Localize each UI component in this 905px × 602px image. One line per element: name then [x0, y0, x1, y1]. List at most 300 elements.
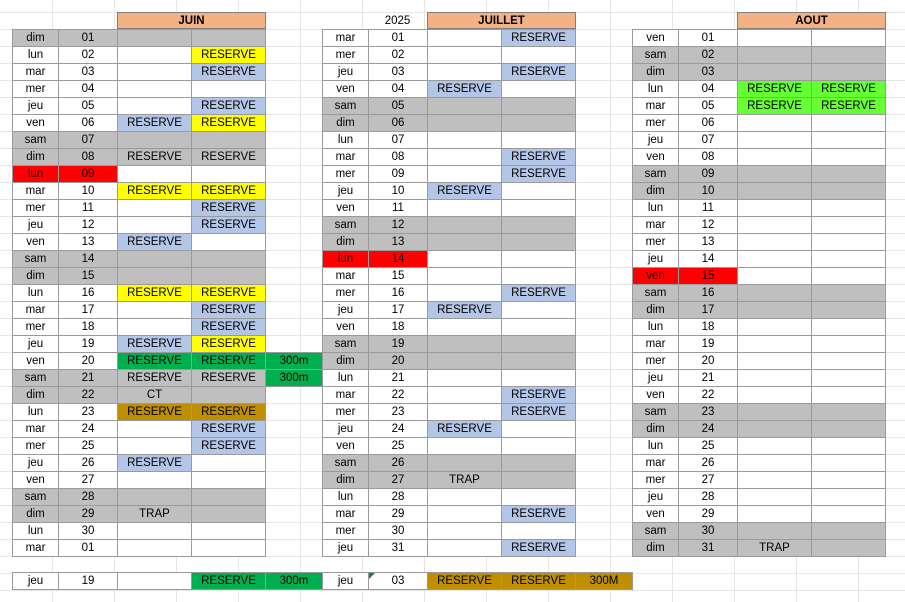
- booking-cell[interactable]: [501, 250, 576, 268]
- day-name-cell[interactable]: sam: [12, 488, 59, 506]
- booking-cell[interactable]: [191, 522, 266, 540]
- day-name-cell[interactable]: dim: [322, 471, 369, 489]
- day-name-cell[interactable]: mar: [322, 505, 369, 523]
- date-cell[interactable]: 03: [678, 63, 738, 81]
- date-cell[interactable]: 24: [368, 420, 428, 438]
- day-name-cell[interactable]: dim: [632, 420, 679, 438]
- day-name-cell[interactable]: ven: [632, 505, 679, 523]
- booking-cell[interactable]: [811, 182, 886, 200]
- day-name-cell[interactable]: mer: [12, 437, 59, 455]
- booking-cell[interactable]: [427, 386, 502, 404]
- date-cell[interactable]: 16: [368, 284, 428, 302]
- date-cell[interactable]: 04: [368, 80, 428, 98]
- booking-cell[interactable]: [501, 437, 576, 455]
- booking-cell[interactable]: [427, 29, 502, 47]
- booking-cell[interactable]: [117, 539, 192, 557]
- day-name-cell[interactable]: mer: [322, 284, 369, 302]
- day-name-cell[interactable]: ven: [12, 233, 59, 251]
- day-name-cell[interactable]: mer: [12, 80, 59, 98]
- date-cell[interactable]: 29: [368, 505, 428, 523]
- booking-cell[interactable]: [811, 403, 886, 421]
- month-header[interactable]: JUILLET: [427, 12, 576, 29]
- booking-cell[interactable]: [811, 29, 886, 47]
- date-cell[interactable]: 18: [678, 318, 738, 336]
- day-name-cell[interactable]: lun: [12, 284, 59, 302]
- booking-cell[interactable]: [737, 386, 812, 404]
- booking-cell[interactable]: [501, 352, 576, 370]
- booking-cell[interactable]: RESERVE: [811, 97, 886, 115]
- summary-day-cell[interactable]: jeu: [12, 572, 59, 590]
- date-cell[interactable]: 30: [58, 522, 118, 540]
- day-name-cell[interactable]: dim: [12, 505, 59, 523]
- booking-cell[interactable]: [737, 29, 812, 47]
- booking-cell[interactable]: [811, 148, 886, 166]
- day-name-cell[interactable]: dim: [322, 114, 369, 132]
- date-cell[interactable]: 05: [368, 97, 428, 115]
- date-cell[interactable]: 26: [678, 454, 738, 472]
- booking-cell[interactable]: RESERVE: [191, 97, 266, 115]
- booking-cell[interactable]: [737, 301, 812, 319]
- date-cell[interactable]: 07: [678, 131, 738, 149]
- booking-cell[interactable]: [501, 267, 576, 285]
- booking-cell[interactable]: [117, 63, 192, 81]
- booking-cell[interactable]: [501, 454, 576, 472]
- booking-cell[interactable]: [811, 437, 886, 455]
- booking-cell[interactable]: [427, 352, 502, 370]
- day-name-cell[interactable]: ven: [322, 437, 369, 455]
- booking-cell[interactable]: [501, 233, 576, 251]
- booking-cell[interactable]: [501, 318, 576, 336]
- date-cell[interactable]: 25: [368, 437, 428, 455]
- booking-cell[interactable]: [427, 522, 502, 540]
- day-name-cell[interactable]: lun: [12, 46, 59, 64]
- booking-cell[interactable]: [117, 97, 192, 115]
- date-cell[interactable]: 08: [368, 148, 428, 166]
- day-name-cell[interactable]: jeu: [12, 454, 59, 472]
- booking-cell[interactable]: [427, 488, 502, 506]
- booking-cell[interactable]: [427, 369, 502, 387]
- booking-cell[interactable]: RESERVE: [501, 63, 576, 81]
- booking-cell[interactable]: CT: [117, 386, 192, 404]
- date-cell[interactable]: 02: [58, 46, 118, 64]
- day-name-cell[interactable]: dim: [322, 233, 369, 251]
- day-name-cell[interactable]: sam: [12, 369, 59, 387]
- date-cell[interactable]: 31: [678, 539, 738, 557]
- date-cell[interactable]: 19: [678, 335, 738, 353]
- booking-cell[interactable]: [117, 131, 192, 149]
- booking-cell[interactable]: [737, 471, 812, 489]
- date-cell[interactable]: 01: [678, 29, 738, 47]
- day-name-cell[interactable]: ven: [632, 267, 679, 285]
- booking-cell[interactable]: [427, 250, 502, 268]
- booking-cell[interactable]: [811, 250, 886, 268]
- date-cell[interactable]: 10: [368, 182, 428, 200]
- day-name-cell[interactable]: mar: [322, 386, 369, 404]
- day-name-cell[interactable]: jeu: [322, 182, 369, 200]
- day-name-cell[interactable]: lun: [12, 165, 59, 183]
- date-cell[interactable]: 26: [58, 454, 118, 472]
- booking-cell[interactable]: RESERVE: [191, 318, 266, 336]
- day-name-cell[interactable]: mer: [632, 471, 679, 489]
- summary-booking-cell[interactable]: RESERVE: [501, 572, 576, 590]
- booking-cell[interactable]: RESERVE: [501, 403, 576, 421]
- booking-cell[interactable]: [191, 539, 266, 557]
- day-name-cell[interactable]: ven: [12, 352, 59, 370]
- date-cell[interactable]: 21: [58, 369, 118, 387]
- booking-cell[interactable]: RESERVE: [191, 148, 266, 166]
- booking-cell[interactable]: [811, 165, 886, 183]
- booking-cell[interactable]: [191, 131, 266, 149]
- booking-cell[interactable]: RESERVE: [501, 386, 576, 404]
- booking-cell[interactable]: RESERVE: [501, 539, 576, 557]
- day-name-cell[interactable]: jeu: [632, 250, 679, 268]
- day-name-cell[interactable]: lun: [632, 318, 679, 336]
- booking-cell[interactable]: [501, 114, 576, 132]
- day-name-cell[interactable]: dim: [12, 148, 59, 166]
- date-cell[interactable]: 22: [368, 386, 428, 404]
- booking-cell[interactable]: [737, 148, 812, 166]
- booking-cell[interactable]: RESERVE: [427, 301, 502, 319]
- booking-cell[interactable]: [737, 216, 812, 234]
- booking-cell[interactable]: [191, 250, 266, 268]
- date-cell[interactable]: 28: [678, 488, 738, 506]
- booking-cell[interactable]: [117, 318, 192, 336]
- booking-cell[interactable]: [811, 488, 886, 506]
- booking-cell[interactable]: [427, 216, 502, 234]
- date-cell[interactable]: 04: [678, 80, 738, 98]
- date-cell[interactable]: 01: [58, 539, 118, 557]
- booking-cell[interactable]: [737, 318, 812, 336]
- day-name-cell[interactable]: jeu: [12, 216, 59, 234]
- booking-cell[interactable]: [501, 522, 576, 540]
- booking-cell[interactable]: RESERVE: [117, 335, 192, 353]
- date-cell[interactable]: 20: [678, 352, 738, 370]
- date-cell[interactable]: 24: [58, 420, 118, 438]
- month-header[interactable]: JUIN: [117, 12, 266, 29]
- day-name-cell[interactable]: ven: [322, 80, 369, 98]
- booking-cell[interactable]: RESERVE: [191, 182, 266, 200]
- booking-cell[interactable]: [811, 505, 886, 523]
- day-name-cell[interactable]: mar: [322, 29, 369, 47]
- day-name-cell[interactable]: sam: [632, 46, 679, 64]
- booking-cell[interactable]: [191, 471, 266, 489]
- date-cell[interactable]: 28: [58, 488, 118, 506]
- booking-cell[interactable]: RESERVE: [501, 505, 576, 523]
- summary-note-cell[interactable]: 300m: [265, 572, 323, 590]
- booking-cell[interactable]: TRAP: [427, 471, 502, 489]
- booking-cell[interactable]: RESERVE: [117, 233, 192, 251]
- day-name-cell[interactable]: dim: [632, 539, 679, 557]
- booking-cell[interactable]: RESERVE: [117, 352, 192, 370]
- booking-cell[interactable]: RESERVE: [737, 80, 812, 98]
- booking-cell[interactable]: [117, 488, 192, 506]
- booking-cell[interactable]: [811, 216, 886, 234]
- booking-cell[interactable]: [501, 488, 576, 506]
- booking-cell[interactable]: RESERVE: [117, 114, 192, 132]
- summary-booking-cell[interactable]: RESERVE: [427, 572, 502, 590]
- note-cell[interactable]: 300m: [265, 352, 323, 370]
- date-cell[interactable]: 30: [368, 522, 428, 540]
- day-name-cell[interactable]: lun: [322, 488, 369, 506]
- day-name-cell[interactable]: sam: [12, 250, 59, 268]
- day-name-cell[interactable]: sam: [322, 97, 369, 115]
- day-name-cell[interactable]: lun: [632, 437, 679, 455]
- booking-cell[interactable]: [427, 437, 502, 455]
- booking-cell[interactable]: [737, 437, 812, 455]
- day-name-cell[interactable]: ven: [322, 199, 369, 217]
- date-cell[interactable]: 12: [368, 216, 428, 234]
- booking-cell[interactable]: [191, 454, 266, 472]
- day-name-cell[interactable]: sam: [632, 165, 679, 183]
- day-name-cell[interactable]: ven: [632, 148, 679, 166]
- date-cell[interactable]: 29: [678, 505, 738, 523]
- date-cell[interactable]: 13: [678, 233, 738, 251]
- day-name-cell[interactable]: jeu: [632, 369, 679, 387]
- booking-cell[interactable]: RESERVE: [191, 420, 266, 438]
- date-cell[interactable]: 29: [58, 505, 118, 523]
- booking-cell[interactable]: RESERVE: [117, 284, 192, 302]
- date-cell[interactable]: 14: [58, 250, 118, 268]
- booking-cell[interactable]: RESERVE: [191, 216, 266, 234]
- date-cell[interactable]: 11: [368, 199, 428, 217]
- booking-cell[interactable]: [117, 80, 192, 98]
- booking-cell[interactable]: [427, 165, 502, 183]
- booking-cell[interactable]: [811, 233, 886, 251]
- booking-cell[interactable]: [501, 80, 576, 98]
- booking-cell[interactable]: [737, 250, 812, 268]
- day-name-cell[interactable]: sam: [322, 335, 369, 353]
- booking-cell[interactable]: [501, 369, 576, 387]
- day-name-cell[interactable]: mar: [632, 216, 679, 234]
- booking-cell[interactable]: [117, 250, 192, 268]
- date-cell[interactable]: 09: [58, 165, 118, 183]
- booking-cell[interactable]: [117, 46, 192, 64]
- booking-cell[interactable]: [117, 29, 192, 47]
- booking-cell[interactable]: [737, 284, 812, 302]
- day-name-cell[interactable]: dim: [322, 352, 369, 370]
- date-cell[interactable]: 25: [678, 437, 738, 455]
- booking-cell[interactable]: [117, 199, 192, 217]
- date-cell[interactable]: 11: [58, 199, 118, 217]
- date-cell[interactable]: 27: [58, 471, 118, 489]
- day-name-cell[interactable]: mar: [12, 539, 59, 557]
- date-cell[interactable]: 15: [58, 267, 118, 285]
- date-cell[interactable]: 05: [678, 97, 738, 115]
- booking-cell[interactable]: [811, 454, 886, 472]
- booking-cell[interactable]: [427, 539, 502, 557]
- booking-cell[interactable]: [191, 233, 266, 251]
- day-name-cell[interactable]: ven: [322, 318, 369, 336]
- date-cell[interactable]: 11: [678, 199, 738, 217]
- day-name-cell[interactable]: mer: [322, 403, 369, 421]
- day-name-cell[interactable]: lun: [322, 131, 369, 149]
- booking-cell[interactable]: [501, 46, 576, 64]
- date-cell[interactable]: 06: [368, 114, 428, 132]
- day-name-cell[interactable]: sam: [632, 284, 679, 302]
- booking-cell[interactable]: RESERVE: [501, 284, 576, 302]
- day-name-cell[interactable]: mar: [12, 63, 59, 81]
- booking-cell[interactable]: [737, 522, 812, 540]
- date-cell[interactable]: 23: [368, 403, 428, 421]
- date-cell[interactable]: 21: [678, 369, 738, 387]
- booking-cell[interactable]: [811, 301, 886, 319]
- date-cell[interactable]: 18: [368, 318, 428, 336]
- date-cell[interactable]: 21: [368, 369, 428, 387]
- day-name-cell[interactable]: dim: [12, 267, 59, 285]
- date-cell[interactable]: 23: [678, 403, 738, 421]
- booking-cell[interactable]: RESERVE: [191, 403, 266, 421]
- date-cell[interactable]: 08: [58, 148, 118, 166]
- date-cell[interactable]: 31: [368, 539, 428, 557]
- booking-cell[interactable]: RESERVE: [191, 284, 266, 302]
- day-name-cell[interactable]: lun: [322, 250, 369, 268]
- booking-cell[interactable]: RESERVE: [427, 420, 502, 438]
- date-cell[interactable]: 07: [368, 131, 428, 149]
- date-cell[interactable]: 19: [368, 335, 428, 353]
- booking-cell[interactable]: TRAP: [117, 505, 192, 523]
- booking-cell[interactable]: RESERVE: [191, 114, 266, 132]
- booking-cell[interactable]: RESERVE: [117, 148, 192, 166]
- day-name-cell[interactable]: sam: [12, 131, 59, 149]
- date-cell[interactable]: 26: [368, 454, 428, 472]
- date-cell[interactable]: 12: [58, 216, 118, 234]
- booking-cell[interactable]: [737, 505, 812, 523]
- booking-cell[interactable]: [427, 97, 502, 115]
- booking-cell[interactable]: [811, 386, 886, 404]
- date-cell[interactable]: 15: [678, 267, 738, 285]
- booking-cell[interactable]: RESERVE: [811, 80, 886, 98]
- date-cell[interactable]: 19: [58, 335, 118, 353]
- booking-cell[interactable]: [427, 454, 502, 472]
- day-name-cell[interactable]: lun: [632, 80, 679, 98]
- booking-cell[interactable]: [191, 386, 266, 404]
- booking-cell[interactable]: RESERVE: [427, 80, 502, 98]
- booking-cell[interactable]: [737, 335, 812, 353]
- date-cell[interactable]: 27: [368, 471, 428, 489]
- date-cell[interactable]: 15: [368, 267, 428, 285]
- booking-cell[interactable]: [501, 131, 576, 149]
- booking-cell[interactable]: [737, 420, 812, 438]
- booking-cell[interactable]: [427, 403, 502, 421]
- booking-cell[interactable]: [737, 165, 812, 183]
- day-name-cell[interactable]: mar: [322, 148, 369, 166]
- day-name-cell[interactable]: lun: [12, 403, 59, 421]
- day-name-cell[interactable]: jeu: [632, 131, 679, 149]
- date-cell[interactable]: 22: [678, 386, 738, 404]
- booking-cell[interactable]: [811, 335, 886, 353]
- booking-cell[interactable]: [811, 199, 886, 217]
- day-name-cell[interactable]: jeu: [12, 335, 59, 353]
- day-name-cell[interactable]: mar: [632, 97, 679, 115]
- booking-cell[interactable]: [427, 46, 502, 64]
- booking-cell[interactable]: RESERVE: [191, 369, 266, 387]
- booking-cell[interactable]: RESERVE: [191, 46, 266, 64]
- day-name-cell[interactable]: jeu: [322, 539, 369, 557]
- booking-cell[interactable]: RESERVE: [427, 182, 502, 200]
- date-cell[interactable]: 09: [678, 165, 738, 183]
- summary-day-cell[interactable]: jeu: [322, 572, 369, 590]
- day-name-cell[interactable]: ven: [12, 471, 59, 489]
- booking-cell[interactable]: RESERVE: [191, 63, 266, 81]
- booking-cell[interactable]: [811, 420, 886, 438]
- booking-cell[interactable]: RESERVE: [191, 352, 266, 370]
- date-cell[interactable]: 10: [678, 182, 738, 200]
- day-name-cell[interactable]: mar: [632, 335, 679, 353]
- date-cell[interactable]: 03: [368, 63, 428, 81]
- day-name-cell[interactable]: mer: [632, 352, 679, 370]
- day-name-cell[interactable]: jeu: [322, 420, 369, 438]
- day-name-cell[interactable]: mer: [322, 46, 369, 64]
- date-cell[interactable]: 08: [678, 148, 738, 166]
- summary-booking-cell[interactable]: RESERVE: [191, 572, 266, 590]
- booking-cell[interactable]: [501, 216, 576, 234]
- day-name-cell[interactable]: mer: [12, 318, 59, 336]
- booking-cell[interactable]: [737, 63, 812, 81]
- booking-cell[interactable]: [811, 267, 886, 285]
- comment-indicator-icon[interactable]: [369, 573, 375, 579]
- booking-cell[interactable]: [427, 335, 502, 353]
- year-label[interactable]: 2025: [384, 14, 411, 27]
- booking-cell[interactable]: RESERVE: [191, 301, 266, 319]
- booking-cell[interactable]: RESERVE: [191, 437, 266, 455]
- day-name-cell[interactable]: mer: [12, 199, 59, 217]
- date-cell[interactable]: 23: [58, 403, 118, 421]
- day-name-cell[interactable]: dim: [632, 301, 679, 319]
- date-cell[interactable]: 03: [58, 63, 118, 81]
- booking-cell[interactable]: [427, 284, 502, 302]
- booking-cell[interactable]: [117, 301, 192, 319]
- day-name-cell[interactable]: sam: [322, 216, 369, 234]
- date-cell[interactable]: 16: [678, 284, 738, 302]
- booking-cell[interactable]: [811, 131, 886, 149]
- date-cell[interactable]: 24: [678, 420, 738, 438]
- booking-cell[interactable]: [737, 488, 812, 506]
- booking-cell[interactable]: RESERVE: [191, 199, 266, 217]
- booking-cell[interactable]: [811, 114, 886, 132]
- booking-cell[interactable]: [811, 63, 886, 81]
- date-cell[interactable]: 10: [58, 182, 118, 200]
- date-cell[interactable]: 13: [368, 233, 428, 251]
- booking-cell[interactable]: [427, 63, 502, 81]
- date-cell[interactable]: 01: [368, 29, 428, 47]
- date-cell[interactable]: 16: [58, 284, 118, 302]
- booking-cell[interactable]: RESERVE: [117, 403, 192, 421]
- day-name-cell[interactable]: sam: [632, 403, 679, 421]
- date-cell[interactable]: 18: [58, 318, 118, 336]
- month-header[interactable]: AOUT: [737, 12, 886, 29]
- booking-cell[interactable]: [427, 131, 502, 149]
- booking-cell[interactable]: [117, 165, 192, 183]
- date-cell[interactable]: 09: [368, 165, 428, 183]
- booking-cell[interactable]: [811, 318, 886, 336]
- date-cell[interactable]: 04: [58, 80, 118, 98]
- booking-cell[interactable]: RESERVE: [191, 335, 266, 353]
- date-cell[interactable]: 30: [678, 522, 738, 540]
- day-name-cell[interactable]: sam: [632, 522, 679, 540]
- date-cell[interactable]: 17: [368, 301, 428, 319]
- day-name-cell[interactable]: dim: [12, 29, 59, 47]
- date-cell[interactable]: 17: [678, 301, 738, 319]
- booking-cell[interactable]: [811, 284, 886, 302]
- date-cell[interactable]: 05: [58, 97, 118, 115]
- date-cell[interactable]: 14: [368, 250, 428, 268]
- day-name-cell[interactable]: mer: [322, 522, 369, 540]
- booking-cell[interactable]: RESERVE: [737, 97, 812, 115]
- date-cell[interactable]: 25: [58, 437, 118, 455]
- date-cell[interactable]: 07: [58, 131, 118, 149]
- date-cell[interactable]: 06: [678, 114, 738, 132]
- day-name-cell[interactable]: ven: [12, 114, 59, 132]
